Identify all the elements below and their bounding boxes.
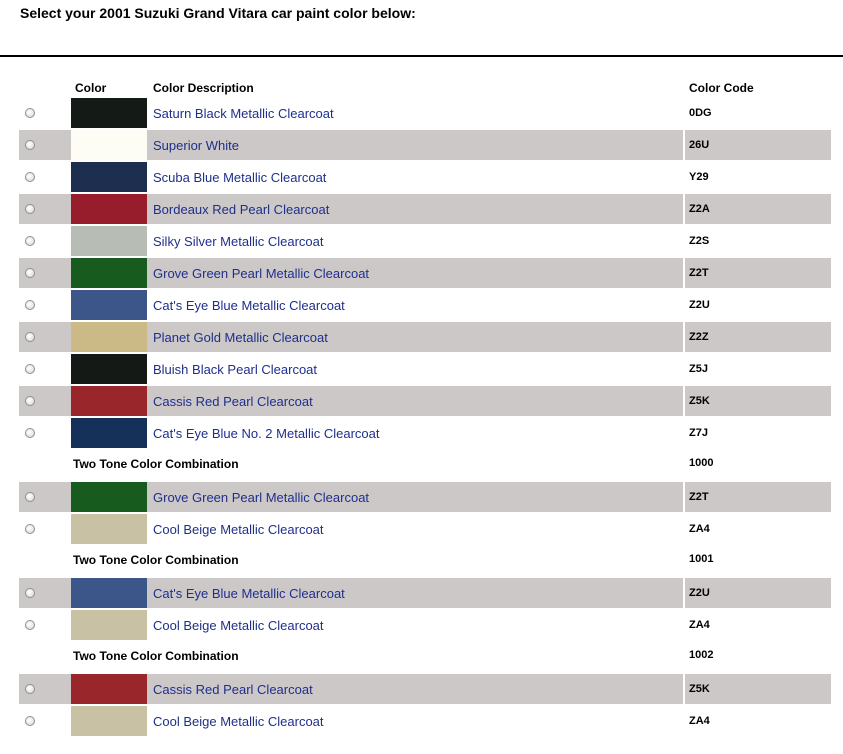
color-code: ZA4 (689, 715, 710, 727)
column-separator (683, 674, 685, 704)
column-separator (683, 98, 685, 128)
color-swatch (71, 258, 147, 288)
color-description-link[interactable]: Grove Green Pearl Metallic Clearcoat (153, 266, 370, 281)
color-radio-button[interactable] (25, 524, 35, 534)
color-swatch (71, 514, 147, 544)
color-option-row[interactable] (19, 706, 831, 736)
color-code: ZA4 (689, 619, 710, 631)
color-radio-button[interactable] (25, 492, 35, 502)
color-swatch (71, 386, 147, 416)
column-separator (683, 706, 685, 736)
color-code: ZA4 (689, 523, 710, 535)
color-option-row[interactable] (19, 290, 831, 320)
color-option-row[interactable] (19, 674, 831, 704)
color-radio-button[interactable] (25, 428, 35, 438)
color-description-link[interactable]: Grove Green Pearl Metallic Clearcoat (153, 490, 370, 505)
color-code: Z2A (689, 203, 710, 215)
color-code: Z2Z (689, 331, 709, 343)
color-radio-button[interactable] (25, 588, 35, 598)
two-tone-label: Two Tone Color Combination (73, 457, 239, 471)
color-option-row[interactable] (19, 354, 831, 384)
color-description-link[interactable]: Planet Gold Metallic Clearcoat (153, 330, 328, 345)
page-title: Select your 2001 Suzuki Grand Vitara car paint color below: (20, 5, 416, 21)
color-option-row[interactable] (19, 322, 831, 352)
column-header-color: Color (75, 81, 107, 95)
column-separator (683, 514, 685, 544)
color-radio-button[interactable] (25, 620, 35, 630)
color-radio-button[interactable] (25, 684, 35, 694)
column-separator (683, 194, 685, 224)
color-code: Z2T (689, 267, 709, 279)
color-swatch (71, 706, 147, 736)
color-swatch (71, 226, 147, 256)
color-code: Y29 (689, 171, 709, 183)
color-code: Z5K (689, 683, 710, 695)
color-swatch (71, 194, 147, 224)
color-description-link[interactable]: Bordeaux Red Pearl Clearcoat (153, 202, 330, 217)
color-swatch (71, 674, 147, 704)
column-headers (0, 79, 843, 97)
two-tone-label: Two Tone Color Combination (73, 553, 239, 567)
color-radio-button[interactable] (25, 396, 35, 406)
color-radio-button[interactable] (25, 108, 35, 118)
color-description-link[interactable]: Cool Beige Metallic Clearcoat (153, 618, 324, 633)
color-swatch (71, 130, 147, 160)
color-description-link[interactable]: Superior White (153, 138, 239, 153)
color-swatch (71, 98, 147, 128)
color-option-row[interactable] (19, 578, 831, 608)
column-separator (683, 130, 685, 160)
color-swatch (71, 290, 147, 320)
color-swatch (71, 482, 147, 512)
column-separator (683, 578, 685, 608)
color-option-row[interactable] (19, 226, 831, 256)
color-description-link[interactable]: Silky Silver Metallic Clearcoat (153, 234, 324, 249)
two-tone-code: 1002 (689, 649, 714, 661)
header-divider (0, 55, 843, 57)
color-swatch (71, 354, 147, 384)
color-option-row[interactable] (19, 418, 831, 448)
color-option-row[interactable] (19, 130, 831, 160)
color-radio-button[interactable] (25, 140, 35, 150)
color-code: Z2S (689, 235, 710, 247)
color-swatch (71, 162, 147, 192)
column-header-description: Color Description (153, 81, 254, 95)
color-code: Z5J (689, 363, 708, 375)
two-tone-code: 1001 (689, 553, 714, 565)
color-radio-button[interactable] (25, 300, 35, 310)
column-header-code: Color Code (689, 81, 754, 95)
color-description-link[interactable]: Cool Beige Metallic Clearcoat (153, 714, 324, 729)
color-description-link[interactable]: Cat's Eye Blue Metallic Clearcoat (153, 298, 345, 313)
color-radio-button[interactable] (25, 204, 35, 214)
color-option-row[interactable] (19, 514, 831, 544)
column-separator (683, 162, 685, 192)
color-radio-button[interactable] (25, 268, 35, 278)
color-code: Z2T (689, 491, 709, 503)
color-description-link[interactable]: Cat's Eye Blue No. 2 Metallic Clearcoat (153, 426, 380, 441)
column-separator (683, 386, 685, 416)
color-option-row[interactable] (19, 194, 831, 224)
column-separator (683, 418, 685, 448)
color-code: 26U (689, 139, 710, 151)
two-tone-group-header (0, 644, 843, 668)
color-radio-button[interactable] (25, 332, 35, 342)
two-tone-label: Two Tone Color Combination (73, 649, 239, 663)
color-radio-button[interactable] (25, 172, 35, 182)
color-option-row[interactable] (19, 386, 831, 416)
color-code: Z2U (689, 587, 710, 599)
color-radio-button[interactable] (25, 236, 35, 246)
color-description-link[interactable]: Cassis Red Pearl Clearcoat (153, 682, 313, 697)
color-option-row[interactable] (19, 258, 831, 288)
color-code: 0DG (689, 107, 712, 119)
color-description-link[interactable]: Cool Beige Metallic Clearcoat (153, 522, 324, 537)
color-option-row[interactable] (19, 610, 831, 640)
color-radio-button[interactable] (25, 716, 35, 726)
color-code: Z5K (689, 395, 710, 407)
column-separator (683, 482, 685, 512)
color-swatch (71, 418, 147, 448)
color-option-row[interactable] (19, 98, 831, 128)
color-option-row[interactable] (19, 482, 831, 512)
two-tone-group-header (0, 452, 843, 476)
color-swatch (71, 578, 147, 608)
color-option-row[interactable] (19, 162, 831, 192)
color-description-link[interactable]: Scuba Blue Metallic Clearcoat (153, 170, 327, 185)
color-code: Z7J (689, 427, 708, 439)
column-separator (683, 354, 685, 384)
two-tone-code: 1000 (689, 457, 714, 469)
column-separator (683, 290, 685, 320)
color-description-link[interactable]: Saturn Black Metallic Clearcoat (153, 106, 334, 121)
color-swatch (71, 610, 147, 640)
color-description-link[interactable]: Bluish Black Pearl Clearcoat (153, 362, 318, 377)
column-separator (683, 258, 685, 288)
color-code: Z2U (689, 299, 710, 311)
two-tone-group-header (0, 548, 843, 572)
column-separator (683, 226, 685, 256)
color-swatch (71, 322, 147, 352)
color-radio-button[interactable] (25, 364, 35, 374)
color-description-link[interactable]: Cat's Eye Blue Metallic Clearcoat (153, 586, 345, 601)
column-separator (683, 322, 685, 352)
color-description-link[interactable]: Cassis Red Pearl Clearcoat (153, 394, 313, 409)
column-separator (683, 610, 685, 640)
